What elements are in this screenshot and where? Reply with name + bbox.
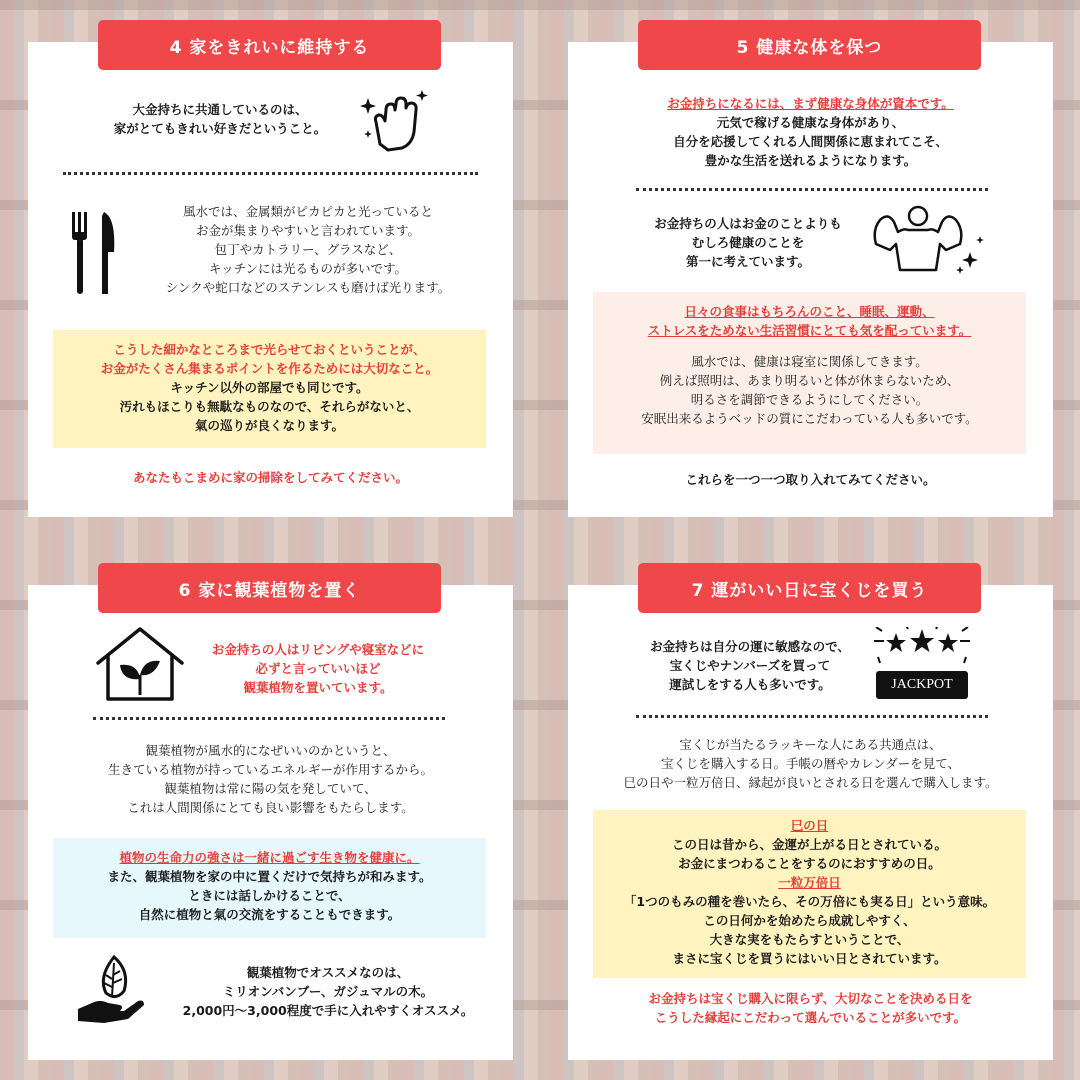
p5-closing: これらを一つ一つ取り入れてみてください。: [685, 472, 936, 487]
p5-lead-body-line: 豊かな生活を送れるようになります。: [704, 153, 917, 168]
p5-divider: [636, 188, 988, 191]
p6-box-line: ときには話しかけることで、: [188, 888, 351, 903]
panel-lottery: [568, 580, 1053, 1060]
p7-mi-line: この日は昔から、金運が上がる日とされている。: [671, 837, 947, 852]
p5-box-line: 安眠出来るようベッドの質にこだわっている人も多いです。: [641, 411, 978, 426]
hand-leaf-icon: [76, 953, 148, 1025]
p4-intro-line: 大金持ちに共通しているのは、: [132, 102, 308, 117]
p6-divider: [93, 717, 445, 720]
p7-ichi-line: まさに宝くじを買うにはいい日とされています。: [672, 951, 947, 966]
p6-intro: [178, 640, 458, 697]
p7-intro-line: お金持ちは自分の運に敏感なので、: [650, 639, 850, 654]
panel-6-title: 6 家に観葉植物を置く: [98, 563, 441, 613]
panel-5-title: 5 健康な体を保つ: [638, 20, 981, 70]
p5-box-line: 風水では、健康は寝室に関係してきます。: [691, 354, 928, 369]
p6-intro-line: 観葉植物を置いています。: [243, 680, 393, 695]
p6-body: [28, 741, 513, 817]
p7-mi-line: お金にまつわることをするのにおすすめの日。: [678, 856, 941, 871]
p7-ichi-line: この日何かを始めたら成就しやすく、: [703, 913, 916, 928]
p7-closing: [568, 989, 1053, 1027]
p5-box-red-line: 日々の食事はもちろんのこと、睡眠、運動、: [684, 304, 935, 319]
p4-highlight-box: [53, 330, 486, 448]
p4-box-line: キッチン以外の部屋でも同じです。: [170, 380, 369, 395]
flexing-person-icon: [868, 200, 988, 282]
p5-highlight-box: [593, 292, 1026, 454]
p7-highlight-box: [593, 810, 1026, 978]
p4-box-line: 氣の巡りが良くなります。: [194, 418, 344, 433]
p5-lead-body-line: 自分を応援してくれる人間関係に恵まれてこそ、: [673, 134, 948, 149]
p4-feng-line: 風水では、金属類がピカピカと光っていると: [182, 204, 433, 219]
p7-body-line: 宝くじが当たるラッキーな人にある共通点は、: [679, 737, 942, 752]
p6-box-line: 自然に植物と氣の交流をすることもできます。: [138, 907, 401, 922]
panel-keep-house-clean: [28, 37, 513, 517]
cleaning-hand-icon: [358, 82, 434, 158]
p4-closing: あなたもこまめに家の掃除をしてみてください。: [132, 470, 408, 485]
panel-houseplants: [28, 580, 513, 1060]
p4-feng-line: シンクや蛇口などのステンレスも磨けば光ります。: [165, 280, 451, 295]
jackpot-label: JACKPOT: [876, 671, 968, 699]
p6-box-red-line: 植物の生命力の強さは一緒に過ごす生き物を健康に。: [119, 850, 420, 865]
p4-feng-line: 包丁やカトラリー、グラスなど、: [214, 242, 402, 257]
p5-box-line: 例えば照明は、あまり明るいと体が休まらないため、: [659, 373, 960, 388]
p4-feng-line: キッチンには光るものが多いです。: [208, 261, 408, 276]
p5-box-line: 明るさを調節できるようにしてください。: [690, 392, 929, 407]
p6-body-line: 観葉植物が風水的になぜいいのかというと、: [145, 743, 396, 758]
house-plant-icon: [94, 625, 186, 703]
p7-ichi-line: 大きな実をもたらすということで、: [709, 932, 910, 947]
jackpot-icon: [872, 627, 972, 707]
p4-feng-line: お金が集まりやすいと言われています。: [195, 223, 420, 238]
p6-intro-line: お金持ちの人はリビングや寝室などに: [211, 642, 425, 657]
p5-mid-line: 第一に考えています。: [685, 254, 810, 269]
p4-box-line: 汚れもほこりも無駄なものなので、それらがないと、: [119, 399, 420, 414]
p5-mid-line: むしろ健康のことを: [691, 235, 805, 250]
p4-intro: [90, 100, 350, 138]
p7-body-line: 巳の日や一粒万倍日、縁起が良いとされる日を選んで購入します。: [623, 775, 998, 790]
p7-intro-line: 運試しをする人も多いです。: [669, 677, 831, 692]
p6-rec-line: 2,000円〜3,000程度で手に入れやすくオススメ。: [182, 1003, 474, 1018]
p6-body-line: 観葉植物は常に陽の気を発していて、: [164, 781, 377, 796]
p6-highlight-box: [53, 838, 486, 938]
panel-7-title: 7 運がいい日に宝くじを買う: [638, 563, 981, 613]
p4-intro-line: 家がとてもきれい好きだということ。: [113, 121, 327, 136]
p6-body-line: これは人間関係にとても良い影響をもたらします。: [127, 800, 414, 815]
p6-box-line: また、観葉植物を家の中に置くだけで気持ちが和みます。: [107, 869, 432, 884]
p5-lead-line: お金持ちになるには、まず健康な身体が資本です。: [667, 96, 954, 111]
p7-divider: [636, 715, 988, 718]
panel-4-title: 4 家をきれいに維持する: [98, 20, 441, 70]
p6-rec-line: 観葉植物でオススメなのは、: [246, 965, 410, 980]
p7-ichi-line: 「1つのもみの種を巻いたら、その万倍にも実る日」という意味。: [623, 894, 996, 909]
p7-closing-line: お金持ちは宝くじ購入に限らず、大切なことを決める日を: [648, 991, 973, 1006]
p6-body-line: 生きている植物が持っているエネルギーが作用するから。: [107, 762, 433, 777]
p5-lead-body-line: 元気で稼げる健康な身体があり、: [716, 115, 905, 130]
p7-intro: [620, 637, 880, 694]
p5-mid-line: お金持ちの人はお金のことよりも: [654, 216, 842, 231]
p7-body: [568, 735, 1053, 792]
p7-body-line: 宝くじを購入する日。手帳の暦やカレンダーを見て、: [661, 756, 960, 771]
p6-recommend: [148, 963, 508, 1020]
p5-mid: [628, 214, 868, 271]
p4-box-red-line: お金がたくさん集まるポイントを作るためには大切なこと。: [100, 361, 439, 376]
p4-divider: [63, 172, 478, 175]
fork-knife-icon: [70, 212, 118, 296]
p4-box-red-line: こうした細かなところまで光らせておくということが、: [113, 342, 426, 357]
p5-lead: [568, 94, 1053, 170]
p6-rec-line: ミリオンバンブー、ガジュマルの木。: [222, 984, 434, 999]
p7-intro-line: 宝くじやナンバーズを買って: [669, 658, 831, 673]
p5-box-red-line: ストレスをためない生活習慣にとても気を配っています。: [647, 323, 972, 338]
p7-closing-line: こうした縁起にこだわって選んでいることが多いです。: [654, 1010, 967, 1025]
p7-mi-title: 巳の日: [790, 818, 829, 833]
p6-intro-line: 必ずと言っていいほど: [255, 661, 381, 676]
panel-keep-healthy: [568, 37, 1053, 517]
p7-ichi-title: 一粒万倍日: [778, 875, 841, 890]
p4-fengshui-text: [118, 202, 498, 297]
